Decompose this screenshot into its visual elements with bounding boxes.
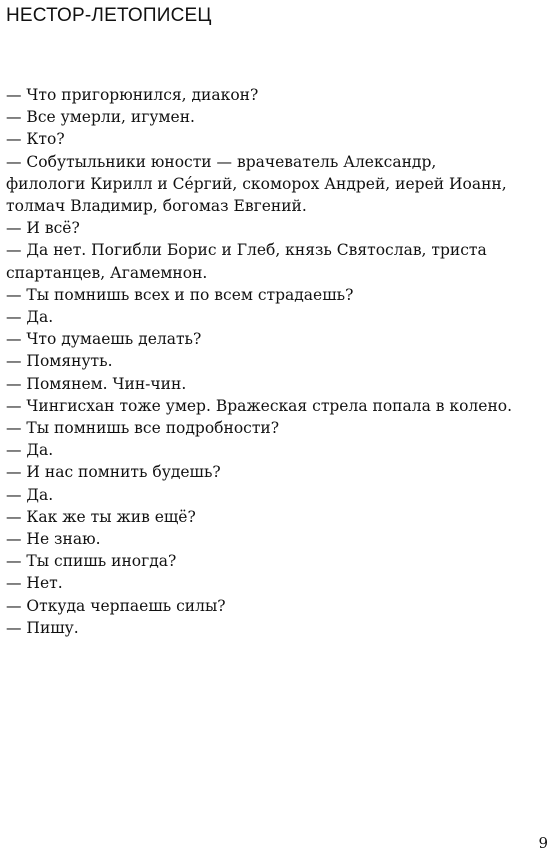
dialogue-line: — Все умерли, игумен. [6, 108, 195, 127]
page-number: 9 [538, 834, 548, 852]
dialogue-line: — Да. [6, 308, 54, 327]
page-title: НЕСТОР-ЛЕТОПИСЕЦ [6, 5, 212, 26]
dialogue-line: филологи Кирилл и Се́ргий, скоморох Андрей, иерей Иоанн, [6, 174, 507, 193]
dialogue-line: — И нас помнить будешь? [6, 463, 221, 482]
dialogue-line: — Да. [6, 485, 54, 504]
dialogue-line: — Что пригорюнился, диакон? [6, 86, 259, 104]
dialogue-line: — Собутыльники юности — врачеватель Александр, [6, 152, 437, 171]
dialogue-line: — Чингисхан тоже умер. Вражеская стрела попала в колено. [6, 396, 513, 415]
dialogue-line: спартанцев, Агамемнон. [6, 263, 208, 282]
dialogue-line: — Откуда черпаешь силы? [6, 596, 226, 615]
dialogue-line: — Ты спишь иногда? [6, 552, 177, 571]
dialogue-line: — Кто? [6, 130, 65, 149]
dialogue-line: — Помянем. Чин-чин. [6, 374, 187, 393]
dialogue-line: — Что думаешь делать? [6, 330, 202, 349]
dialogue-line: — Ты помнишь всех и по всем страдаешь? [6, 285, 354, 304]
dialogue-line: толмач Владимир, богомаз Евгений. [6, 197, 307, 216]
dialogue-text [6, 84, 550, 639]
dialogue-line: — Пишу. [6, 618, 79, 637]
dialogue-line: — И всё? [6, 219, 80, 238]
dialogue-line: — Да нет. Погибли Борис и Глеб, князь Святослав, триста [6, 241, 487, 260]
dialogue-line: — Помянуть. [6, 352, 113, 371]
dialogue-line: — Не знаю. [6, 530, 101, 549]
dialogue-line: — Да. [6, 441, 54, 460]
dialogue-line: — Нет. [6, 574, 63, 593]
dialogue-line: — Как же ты жив ещё? [6, 507, 196, 526]
dialogue-line: — Ты помнишь все подробности? [6, 419, 280, 438]
